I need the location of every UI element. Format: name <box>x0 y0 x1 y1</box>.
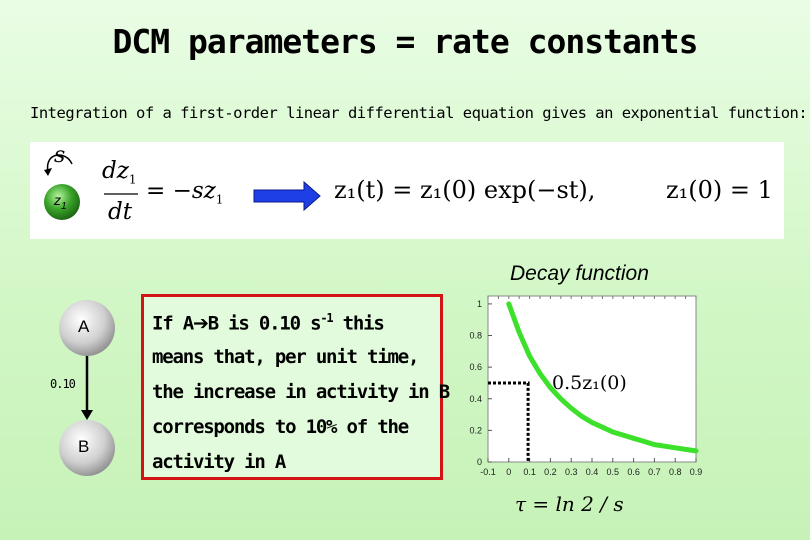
slide-subtitle: Integration of a first-order linear differential equation gives an exponential function: <box>30 104 808 122</box>
x-tick-label: 0.9 <box>689 467 703 477</box>
explanation-box <box>141 294 449 480</box>
y-tick-label: 0 <box>476 457 482 467</box>
explanation-line-5: activity in A <box>152 451 286 473</box>
tau-formula: τ = ln 2 / s <box>515 492 624 516</box>
half-life-annotation: 0.5z₁(0) <box>552 372 627 394</box>
solution-equation: z₁(t) = z₁(0) exp(−st), <box>334 176 596 204</box>
derivative-denominator: dt <box>108 199 132 225</box>
decay-heading: Decay function <box>510 262 649 285</box>
explanation-line-2: means that, per unit time, <box>152 346 419 368</box>
self-loop-label: s <box>54 143 66 168</box>
y-tick-label: 0.4 <box>469 393 482 404</box>
explanation-line-1: If A➔B is 0.10 $s^{-1}$ this <box>152 311 384 335</box>
derivative-rhs: = $-sz_1$ <box>146 178 224 207</box>
explanation-line-4: corresponds to 10% of the <box>152 416 408 438</box>
node-b-label: B <box>78 437 90 456</box>
node-a-label: A <box>78 317 90 336</box>
x-tick-label: 0.1 <box>523 467 536 477</box>
x-tick-label: 0.8 <box>668 467 682 477</box>
y-tick-label: 0.2 <box>469 425 482 436</box>
x-tick-label: 0.7 <box>648 467 661 477</box>
edge-label: 0.10 <box>50 377 75 391</box>
y-tick-label: 0.6 <box>469 362 482 373</box>
right-arrow-icon: ➔ <box>192 312 208 335</box>
x-tick-label: 0.3 <box>564 467 578 477</box>
z1-node-label: $z_1$ <box>54 192 67 212</box>
x-tick-label: -0.1 <box>480 467 496 477</box>
derivative-numerator: $dz_1$ <box>102 158 137 187</box>
implies-arrow <box>254 182 320 210</box>
slide-title: DCM parameters = rate constants <box>112 22 698 61</box>
explanation-line-3: the increase in activity in B <box>152 381 449 403</box>
x-tick-label: 0 <box>506 467 512 477</box>
x-tick-label: 0.6 <box>627 467 640 477</box>
equation-panel <box>30 142 784 239</box>
x-tick-label: 0.4 <box>585 467 599 477</box>
y-tick-label: 0.8 <box>469 330 482 341</box>
x-tick-label: 0.2 <box>544 467 557 477</box>
network-diagram <box>40 296 140 486</box>
self-loop-arrowhead <box>44 168 52 176</box>
initial-condition: z₁(0) = 1 <box>666 176 773 204</box>
y-tick-label: 1 <box>476 298 482 309</box>
x-tick-label: 0.5 <box>606 467 620 477</box>
edge-arrowhead <box>81 410 93 420</box>
